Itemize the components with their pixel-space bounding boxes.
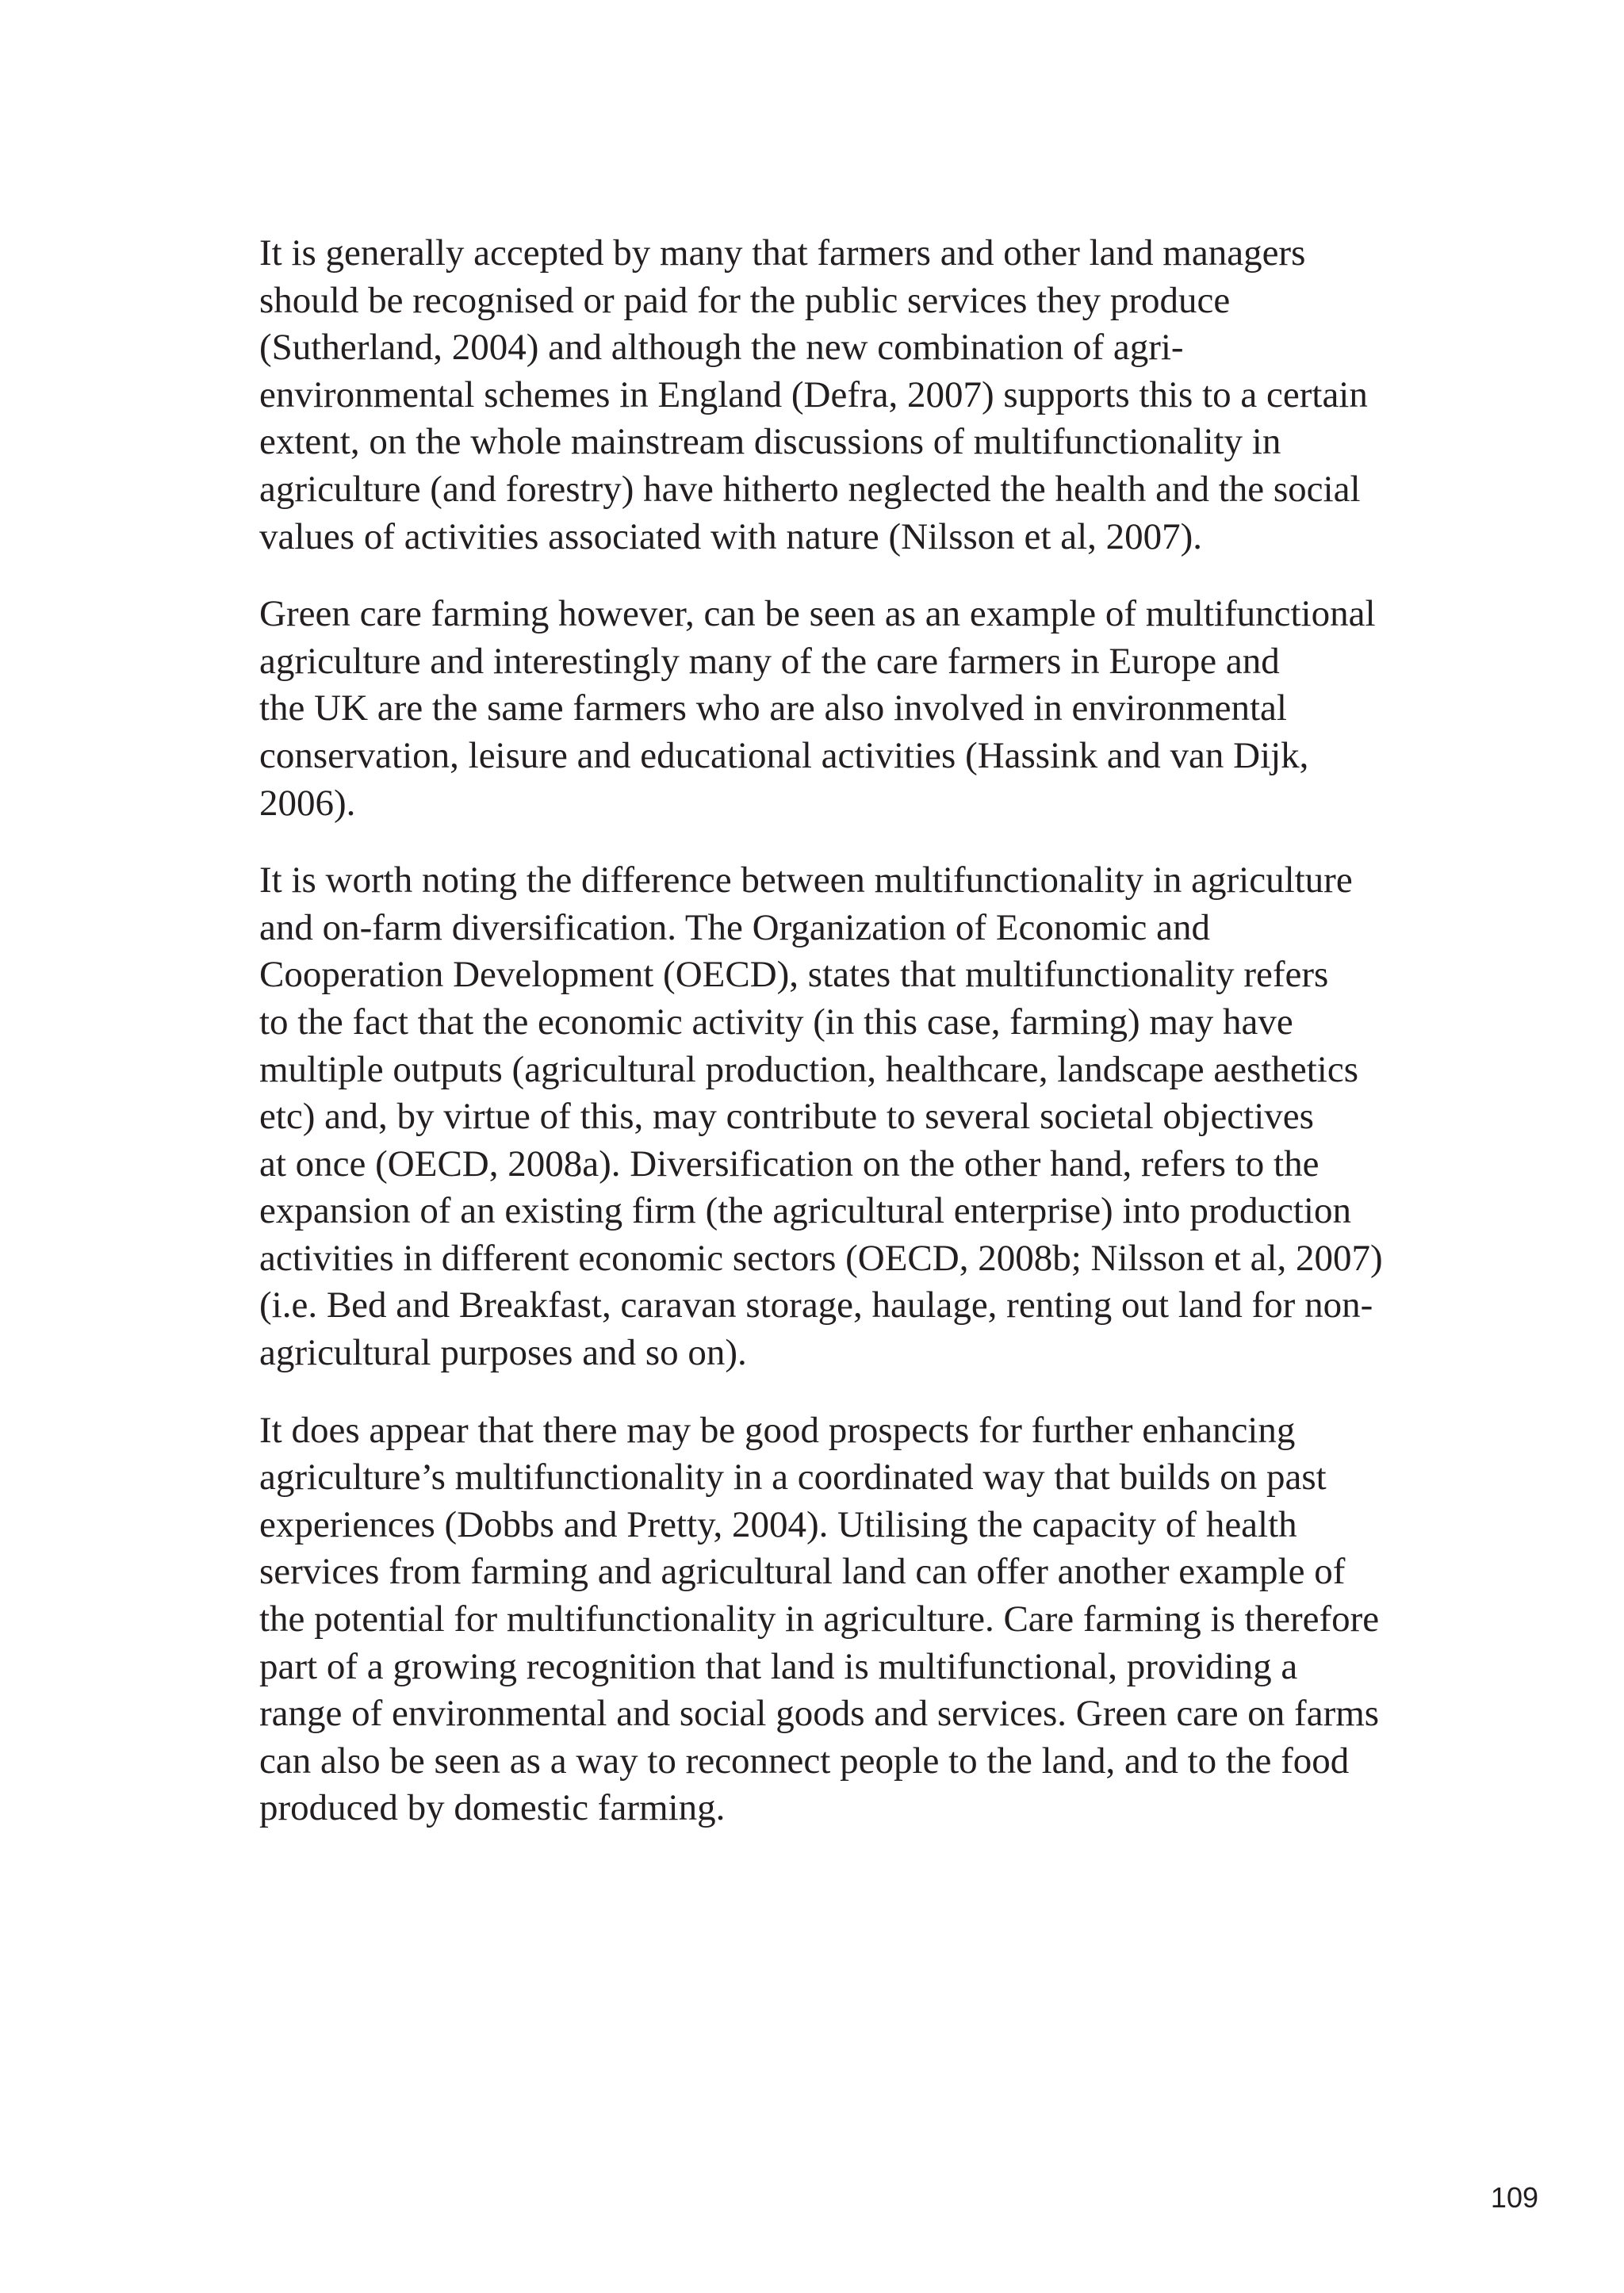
paragraph-green-care-farming: Green care farming however, can be seen as an example of multifunctional agriculture and interestingly many of the care farmers in Europe and the UK are the same farmers who are also involved in environmental conservation, leisure and educational activities (Hassink and van Dijk, 2006).: [259, 593, 1376, 824]
paragraph-multifunctionality-recognition: It is generally accepted by many that farmers and other land managers should be recognised or paid for the public services they produce (Sutherland, 2004) and although the new combination of agri- environmental schemes in England (Defra, 2007) supports this to a certain extent, on the whole mainstream discussions of multifunctionality in agriculture (and forestry) have hitherto neglected the health and the social values of activities associated with nature (Nilsson et al, 2007).: [259, 232, 1368, 557]
paragraph-multifunctionality-vs-diversification: It is worth noting the difference between multifunctionality in agriculture and on-farm diversification. The Organization of Economic and Cooperation Development (OECD), states that multifunctionality refers to the fact that the economic activity (in this case, farming) may have multiple outputs (agricultural production, healthcare, landscape aesthetics etc) and, by virtue of this, may contribute to several societal objectives at once (OECD, 2008a). Diversification on the other hand, refers to the expansion of an existing firm (the agricultural enterprise) into production activities in different economic sectors (OECD, 2008b; Nilsson et al, 2007) (i.e. Bed and Breakfast, caravan storage, haulage, renting out land for non- agricultural purposes and so on).: [259, 859, 1383, 1374]
body-text: [259, 230, 1385, 1862]
paragraph-future-prospects: It does appear that there may be good prospects for further enhancing agriculture’s multifunctionality in a coordinated way that builds on past experiences (Dobbs and Pretty, 2004). Utilising the capacity of health services from farming and agricultural land can offer another example of the potential for multifunctionality in agriculture. Care farming is therefore part of a growing recognition that land is multifunctional, providing a range of environmental and social goods and services. Green care on farms can also be seen as a way to reconnect people to the land, and to the food produced by domestic farming.: [259, 1409, 1380, 1829]
page-number: 109: [1490, 2181, 1538, 2214]
